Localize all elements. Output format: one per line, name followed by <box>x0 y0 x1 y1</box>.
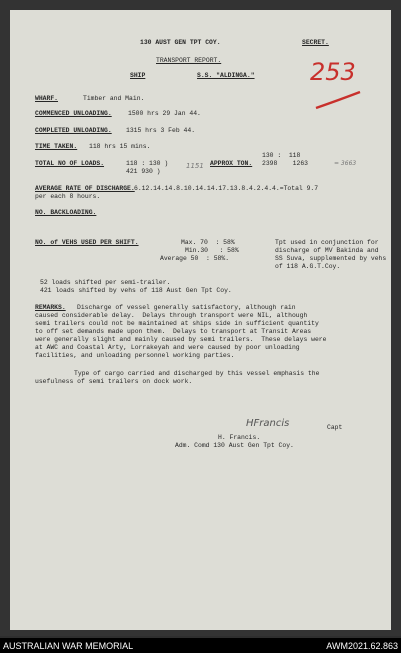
vehicles-average: Average 50 : 58%. <box>160 255 230 262</box>
remarks-line-4: to off set demands made upon them. Delays to transport at Transit Areas <box>35 328 312 335</box>
red-underline-stroke <box>314 88 362 112</box>
loads-value: 118 : 130 ) <box>126 160 169 167</box>
vehicles-note-4: of 118 A.G.T.Coy. <box>275 263 341 270</box>
footer-accession-number: AWM2021.62.863 <box>326 641 398 651</box>
signature-position: Adm. Comd 130 Aust Gen Tpt Coy. <box>175 442 294 449</box>
ship-label: SHIP <box>130 72 146 79</box>
classification: SECRET. <box>302 39 329 46</box>
backloading: NO. BACKLOADING. <box>35 209 97 216</box>
loads-label: TOTAL NO OF LOADS. <box>35 160 105 167</box>
closing-line-2: usefulness of semi trailers on dock work. <box>35 378 193 385</box>
completed-label: COMPLETED UNLOADING. <box>35 127 112 134</box>
approx-label: APPROX TON. <box>210 160 253 167</box>
completed-value: 1315 hrs 3 Feb 44. <box>126 127 196 134</box>
vehicles-note-1: Tpt used in conjunction for <box>275 239 379 246</box>
time-value: 118 hrs 15 mins. <box>89 143 151 150</box>
approx-handwritten-total: = 3663 <box>334 160 357 167</box>
vehicles-note-3: SS Suva, supplemented by vehs <box>275 255 387 262</box>
remarks-line-1: Discharge of vessel generally satisfactory, although rain <box>77 304 296 311</box>
remarks-line-7: facilities, and unloading personnel working parties. <box>35 352 235 359</box>
average-rate-value: 6.12.14.14.8.10.14.14.17.13.8.4.2.4.4.=Total 9.7 <box>134 185 319 192</box>
wharf-value: Timber and Main. <box>83 95 145 102</box>
loads-value-second: 421 930 ) <box>126 168 161 175</box>
average-rate-label: AVERAGE RATE OF DISCHARGE. <box>35 185 135 192</box>
remarks-line-2: caused considerable delay. Delays through transport were NIL, although <box>35 312 308 319</box>
signature-name: H. Francis. <box>218 434 261 441</box>
approx-values: 2398 1263 <box>262 160 309 167</box>
wharf-label: WHARF. <box>35 95 59 102</box>
shifted-line-1: 52 loads shifted per semi-trailer. <box>40 279 171 286</box>
time-label: TIME TAKEN. <box>35 143 78 150</box>
remarks-line-3: semi trailers could not be maintained at ships side in sufficient quantity <box>35 320 319 327</box>
commenced-value: 1500 hrs 29 Jan 44. <box>128 110 201 117</box>
report-title: TRANSPORT REPORT. <box>156 57 222 64</box>
approx-header-values: 130 : 118 <box>262 152 301 159</box>
red-folio-number: 253 <box>310 58 356 86</box>
handwritten-signature: HFrancis <box>246 418 290 429</box>
remarks-line-6: at AWC and Coastal Arty, Lorrakeyah and were caused by poor unloading <box>35 344 300 351</box>
vehicles-note-2: discharge of MV Bakinda and <box>275 247 379 254</box>
vehicles-max: Max. 70 : 58% <box>181 239 235 246</box>
remarks-label: REMARKS. <box>35 304 66 311</box>
shifted-line-2: 421 loads shifted by vehs of 118 Aust Gen Tpt Coy. <box>40 287 232 294</box>
footer-institution: AUSTRALIAN WAR MEMORIAL <box>3 641 134 651</box>
closing-line-1: Type of cargo carried and discharged by this vessel emphasis the <box>74 370 320 377</box>
average-rate-value-second: per each 8 hours. <box>35 193 101 200</box>
archive-footer <box>0 638 401 653</box>
document-page <box>10 10 391 630</box>
commenced-label: COMMENCED UNLOADING. <box>35 110 112 117</box>
unit-heading: 130 AUST GEN TPT COY. <box>140 39 221 46</box>
ship-name: S.S. "ALDINGA." <box>197 72 255 79</box>
vehicles-label: NO. of VEHS USED PER SHIFT. <box>35 239 139 246</box>
loads-handwritten-total: 1151 <box>186 162 204 170</box>
vehicles-min: Min.30 : 58% <box>185 247 239 254</box>
signature-rank: Capt <box>327 424 343 431</box>
remarks-line-5: were generally slight and mainly caused by semi trailers. These delays were <box>35 336 327 343</box>
